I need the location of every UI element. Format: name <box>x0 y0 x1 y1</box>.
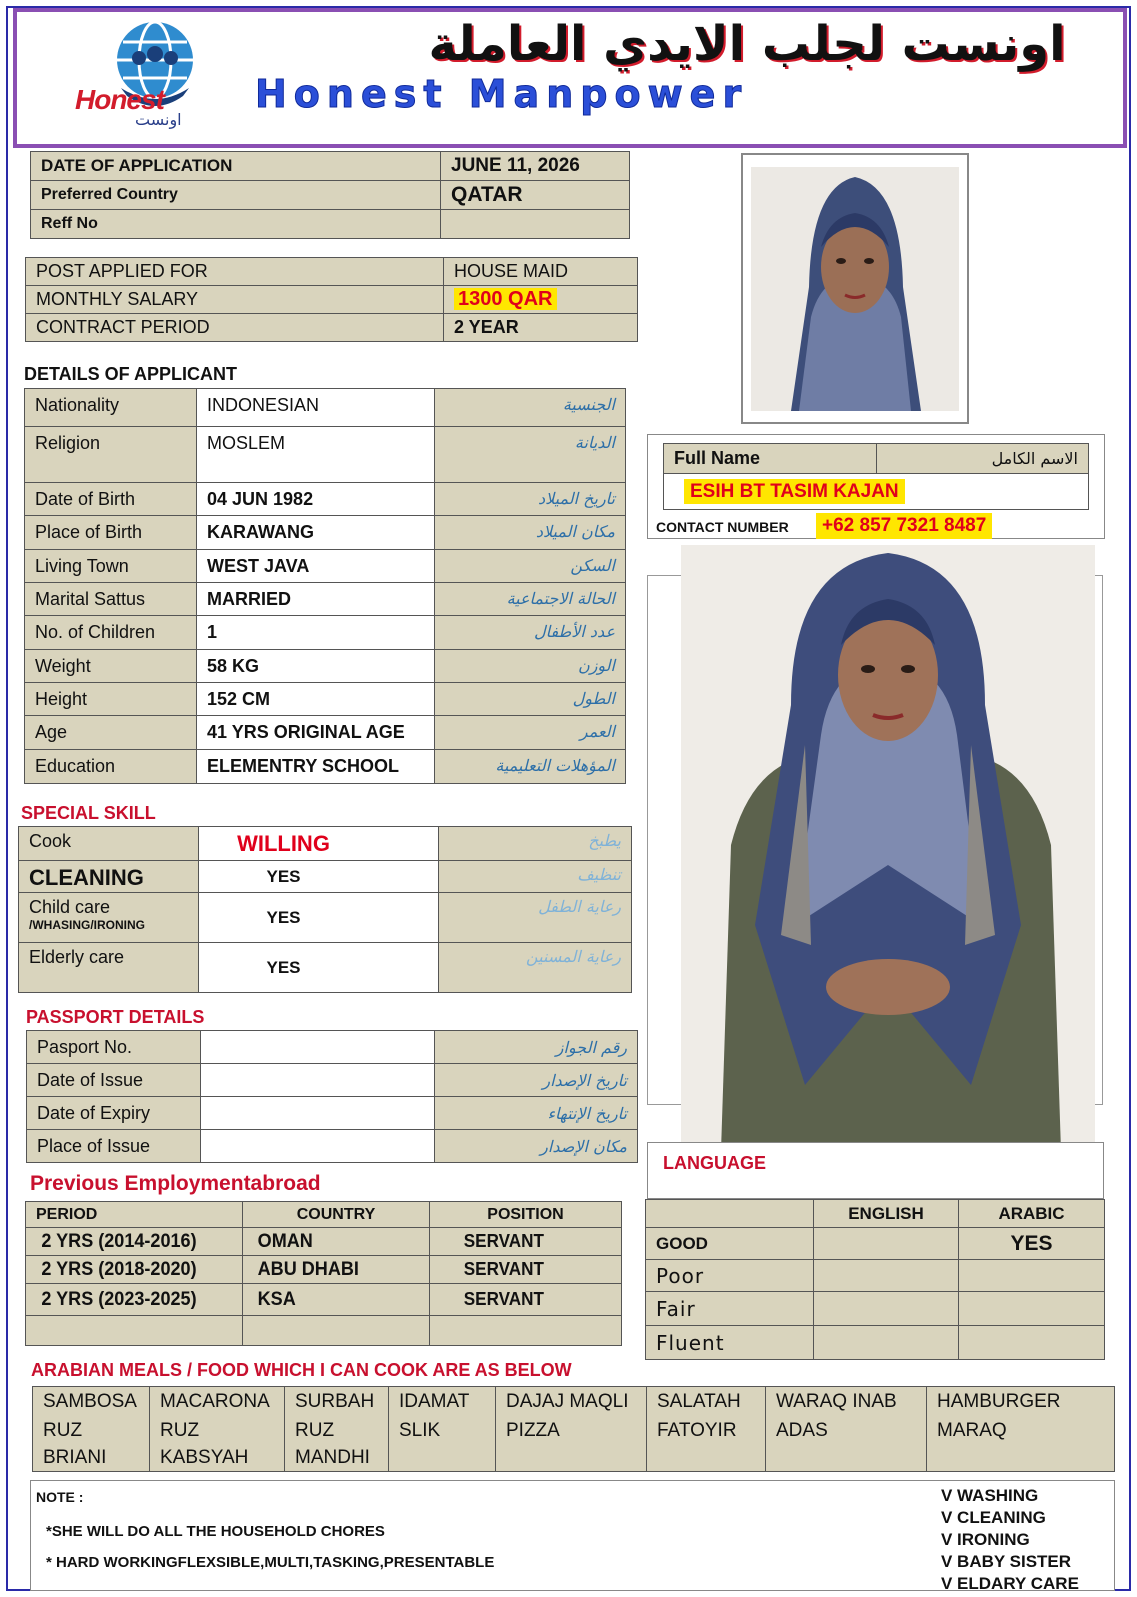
checklist-item: V ELDARY CARE <box>941 1574 1079 1593</box>
employment-header: COUNTRY <box>243 1202 430 1228</box>
meal-item: MARAQ <box>927 1417 1115 1472</box>
skill-label-cell <box>19 943 199 993</box>
employment-row <box>26 1316 622 1346</box>
passport-row <box>27 1064 638 1097</box>
language-cell <box>814 1292 959 1326</box>
note-line-2: * HARD WORKINGFLEXSIBLE,MULTI,TASKING,PRESENTABLE <box>46 1554 495 1571</box>
full-name-value: ESIH BT TASIM KAJAN <box>684 479 905 504</box>
contract-label: CONTRACT PERIOD <box>26 314 444 342</box>
skill-row <box>19 943 632 993</box>
meals-title: ARABIAN MEALS / FOOD WHICH I CAN COOK ARE AS BELOW <box>31 1360 572 1380</box>
post-label: POST APPLIED FOR <box>26 258 444 286</box>
language-header <box>646 1200 814 1228</box>
details-arabic: المؤهلات التعليمية <box>435 750 626 784</box>
details-label: Date of Birth <box>25 483 197 516</box>
details-label: Education <box>25 750 197 784</box>
language-cell <box>814 1326 959 1360</box>
employment-cell: ABU DHABI <box>247 1256 425 1284</box>
salary-label: MONTHLY SALARY <box>26 286 444 314</box>
language-table <box>645 1199 1105 1360</box>
arabic-title: اونست لجلب الايدي العاملة <box>428 16 1066 72</box>
passport-arabic: تاريخ الإصدار <box>435 1064 638 1097</box>
details-label: Height <box>25 683 197 716</box>
details-row <box>25 650 626 683</box>
language-cell <box>959 1260 1105 1292</box>
passport-label: Place of Issue <box>27 1130 201 1163</box>
skill-row <box>19 827 632 861</box>
language-cell <box>814 1228 959 1260</box>
skill-value: YES <box>199 943 439 993</box>
note-label: NOTE : <box>36 1489 84 1505</box>
language-cell <box>959 1326 1105 1360</box>
passport-row <box>27 1130 638 1163</box>
employment-cell: 2 YRS (2023-2025) <box>31 1284 237 1316</box>
language-row <box>646 1260 1105 1292</box>
passport-row <box>27 1097 638 1130</box>
language-cell: Poor <box>646 1260 814 1292</box>
employment-header: PERIOD <box>26 1202 243 1228</box>
language-cell: GOOD <box>646 1228 814 1260</box>
details-arabic: العمر <box>435 716 626 750</box>
passport-label: Date of Expiry <box>27 1097 201 1130</box>
language-header-row <box>646 1200 1105 1228</box>
skill-sublabel: /WHASING/IRONING <box>29 918 145 932</box>
passport-label: Pasport No. <box>27 1031 201 1064</box>
salary-value: 1300 QAR <box>454 288 557 310</box>
full-body-photo <box>681 545 1095 1151</box>
details-label: Marital Sattus <box>25 583 197 616</box>
english-title: Honest Manpower <box>255 72 749 116</box>
meal-item: IDAMAT <box>389 1387 496 1417</box>
details-value: MOSLEM <box>197 427 435 483</box>
checklist-item: V CLEANING <box>941 1508 1046 1527</box>
meal-item: RUZ BRIANI <box>33 1417 150 1472</box>
special-skill-title: SPECIAL SKILL <box>21 803 156 823</box>
skill-arabic: يطبخ <box>439 827 632 861</box>
details-label: Religion <box>25 427 197 483</box>
meals-row <box>33 1417 1115 1472</box>
checklist-item: V WASHING <box>941 1486 1039 1505</box>
contract-value: 2 YEAR <box>444 314 638 342</box>
skills-table <box>18 826 632 993</box>
language-cell <box>814 1260 959 1292</box>
header-banner <box>13 8 1127 148</box>
details-value: WEST JAVA <box>197 550 435 583</box>
meal-item: WARAQ INAB <box>766 1387 927 1417</box>
meal-item: SALATAH <box>647 1387 766 1417</box>
skill-label: CLEANING <box>29 865 144 890</box>
details-value: ELEMENTRY SCHOOL <box>197 750 435 784</box>
reff-value <box>441 210 630 239</box>
details-value: 41 YRS ORIGINAL AGE <box>197 716 435 750</box>
meal-item: SAMBOSA <box>33 1387 150 1417</box>
language-cell: YES <box>959 1228 1105 1260</box>
skill-arabic: رعاية المسنين <box>439 943 632 993</box>
meal-item: DAJAJ MAQLI <box>496 1387 647 1417</box>
details-arabic: الوزن <box>435 650 626 683</box>
details-label: No. of Children <box>25 616 197 650</box>
details-row <box>25 427 626 483</box>
logo-text: Honest <box>75 84 164 115</box>
details-arabic: الطول <box>435 683 626 716</box>
employment-cell: SERVANT <box>434 1256 616 1284</box>
employment-cell: SERVANT <box>434 1284 616 1316</box>
meal-item: PIZZA <box>496 1417 647 1472</box>
details-arabic: الديانة <box>435 427 626 483</box>
language-header: ENGLISH <box>814 1200 959 1228</box>
details-label: Place of Birth <box>25 516 197 550</box>
meal-item: SURBAH <box>285 1387 389 1417</box>
details-row <box>25 616 626 650</box>
employment-header-row <box>26 1202 622 1228</box>
passport-photo <box>751 167 959 411</box>
skill-value: YES <box>199 893 439 943</box>
passport-value <box>201 1097 435 1130</box>
meal-item: FATOYIR <box>647 1417 766 1472</box>
passport-arabic: تاريخ الإنتهاء <box>435 1097 638 1130</box>
passport-value <box>201 1031 435 1064</box>
skill-label-cell <box>19 827 199 861</box>
country-value: QATAR <box>441 181 630 210</box>
skill-arabic: تنظيف <box>439 861 632 893</box>
details-value: 04 JUN 1982 <box>197 483 435 516</box>
date-label: DATE OF APPLICATION <box>31 152 441 181</box>
employment-cell <box>31 1316 237 1346</box>
skill-label-cell <box>19 893 199 943</box>
checklist-item: V IRONING <box>941 1530 1030 1549</box>
details-arabic: عدد الأطفال <box>435 616 626 650</box>
date-value: JUNE 11, 2026 <box>441 152 630 181</box>
details-value: 152 CM <box>197 683 435 716</box>
checklist-item: V BABY SISTER <box>941 1552 1072 1571</box>
passport-value <box>201 1064 435 1097</box>
employment-title: Previous Employmentabroad <box>30 1172 321 1195</box>
details-value: 58 KG <box>197 650 435 683</box>
skill-value: YES <box>199 861 439 893</box>
meals-table <box>32 1386 1115 1472</box>
language-header: ARABIC <box>959 1200 1105 1228</box>
meal-item: HAMBURGER <box>927 1387 1115 1417</box>
full-name-label: Full Name <box>664 444 877 474</box>
skill-row <box>19 861 632 893</box>
details-row <box>25 389 626 427</box>
details-arabic: الحالة الاجتماعية <box>435 583 626 616</box>
meal-item: ADAS <box>766 1417 927 1472</box>
skill-arabic: رعاية الطفل <box>439 893 632 943</box>
employment-table <box>25 1201 622 1346</box>
details-label: Weight <box>25 650 197 683</box>
details-label: Nationality <box>25 389 197 427</box>
name-table <box>663 443 1089 510</box>
details-value: MARRIED <box>197 583 435 616</box>
meals-row <box>33 1387 1115 1417</box>
details-arabic: مكان الميلاد <box>435 516 626 550</box>
details-value: 1 <box>197 616 435 650</box>
job-table <box>25 257 638 342</box>
details-label: Living Town <box>25 550 197 583</box>
details-row <box>25 716 626 750</box>
passport-arabic: مكان الإصدار <box>435 1130 638 1163</box>
details-row <box>25 750 626 784</box>
employment-header: POSITION <box>430 1202 622 1228</box>
contact-label: CONTACT NUMBER <box>656 519 789 535</box>
meal-item: RUZ KABSYAH <box>150 1417 285 1472</box>
employment-row <box>26 1256 622 1284</box>
details-label: Age <box>25 716 197 750</box>
language-cell <box>959 1292 1105 1326</box>
full-name-arabic: الاسم الكامل <box>877 444 1089 474</box>
employment-cell: OMAN <box>247 1228 425 1256</box>
employment-row <box>26 1284 622 1316</box>
name-box <box>647 434 1105 539</box>
employment-cell <box>247 1316 425 1346</box>
meal-item: RUZ MANDHI <box>285 1417 389 1472</box>
country-label: Preferred Country <box>31 181 441 210</box>
details-row <box>25 583 626 616</box>
language-cell: Fair <box>646 1292 814 1326</box>
post-value: HOUSE MAID <box>444 258 638 286</box>
company-logo <box>75 18 225 128</box>
meal-item: MACARONA <box>150 1387 285 1417</box>
skill-value: WILLING <box>199 827 439 861</box>
language-row <box>646 1228 1105 1260</box>
employment-row <box>26 1228 622 1256</box>
passport-title: PASSPORT DETAILS <box>26 1007 205 1027</box>
language-title: LANGUAGE <box>663 1153 766 1173</box>
passport-label: Date of Issue <box>27 1064 201 1097</box>
details-row <box>25 483 626 516</box>
skill-label: Elderly care <box>29 947 125 967</box>
logo-arabic: اونست <box>135 110 182 129</box>
language-row <box>646 1292 1105 1326</box>
note-box <box>30 1480 1115 1591</box>
passport-arabic: رقم الجواز <box>435 1031 638 1064</box>
employment-cell: KSA <box>247 1284 425 1316</box>
details-arabic: السكن <box>435 550 626 583</box>
language-row <box>646 1326 1105 1360</box>
skill-label-cell <box>19 861 199 893</box>
contact-value: +62 857 7321 8487 <box>816 513 992 539</box>
employment-cell: 2 YRS (2018-2020) <box>31 1256 237 1284</box>
skill-label: Cook <box>29 831 72 851</box>
passport-row <box>27 1031 638 1064</box>
details-table <box>24 388 626 784</box>
employment-cell <box>434 1316 616 1346</box>
skill-row <box>19 893 632 943</box>
checklist <box>941 1485 1079 1595</box>
language-cell: Fluent <box>646 1326 814 1360</box>
details-title: DETAILS OF APPLICANT <box>24 364 237 384</box>
passport-table <box>26 1030 638 1163</box>
details-arabic: تاريخ الميلاد <box>435 483 626 516</box>
details-value: INDONESIAN <box>197 389 435 427</box>
meal-item: SLIK <box>389 1417 496 1472</box>
details-row <box>25 550 626 583</box>
passport-photo-frame <box>741 153 969 424</box>
details-row <box>25 516 626 550</box>
passport-value <box>201 1130 435 1163</box>
details-row <box>25 683 626 716</box>
skill-label: Child care <box>29 897 111 917</box>
application-table <box>30 151 630 239</box>
reff-label: Reff No <box>31 210 441 239</box>
employment-cell: SERVANT <box>434 1228 616 1256</box>
note-line-1: *SHE WILL DO ALL THE HOUSEHOLD CHORES <box>46 1523 385 1540</box>
employment-cell: 2 YRS (2014-2016) <box>31 1228 237 1256</box>
details-value: KARAWANG <box>197 516 435 550</box>
details-arabic: الجنسية <box>435 389 626 427</box>
